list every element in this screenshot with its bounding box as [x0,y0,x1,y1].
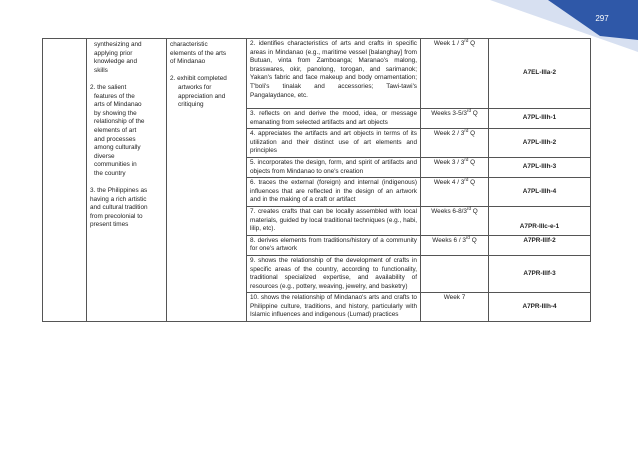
competency-cell: 6. traces the external (foreign) and internal (indigenous) influences that are reflected in the design of an artwork and in the making of a craft or artifact [247,178,421,207]
code-cell: A7PR-IIIf-3 [489,255,591,292]
text-line: features of the [94,92,135,100]
text-line: synthesizing and [94,41,142,48]
content-standard-cell [87,39,167,322]
competency-cell: 7. creates crafts that can be locally assembled with local materials, guided by local traditional techniques (e.g., habi, lilip, etc). [247,206,421,235]
text-line: characteristic [170,41,208,48]
table-row [43,39,591,109]
code-cell: A7EL-IIIa-2 [489,39,591,109]
text-line: artworks for [178,83,212,91]
text-line: skills [94,66,108,74]
code-cell: A7PR-IIIh-4 [489,293,591,322]
text-line: and cultural tradition [90,204,148,212]
text-line: relationship of the [94,118,145,126]
text-line: diverse [94,152,115,160]
blank-column [43,39,87,322]
code-cell: A7PL-IIIh-2 [489,129,591,158]
text-line: 2. the salient [90,83,127,91]
text-line: among culturally [94,144,141,152]
week-cell: Week 1 / 3rd Q [421,39,489,109]
page-number: 297 [595,14,609,23]
text-line: critiquing [178,101,204,109]
text-line: from precolonial to [90,212,143,220]
text-line: 3. the Philippines as [90,187,148,195]
content-standard-part-2 [90,93,163,179]
week-cell: Week 7 [421,293,489,322]
text-line: present times [90,221,129,229]
week-cell: Week 2 / 3rd Q [421,129,489,158]
curriculum-table [42,38,591,322]
week-cell: Week 3 / 3rd Q [421,157,489,177]
week-cell: Weeks 6-8/3rd Q [421,206,489,235]
text-line: elements of art [94,126,137,134]
text-line: elements of the arts [170,49,227,57]
competency-cell: 5. incorporates the design, form, and spirit of artifacts and objects from Mindanao to one's creation [247,157,421,177]
code-cell: A7PR-IIIf-2 [489,235,591,255]
week-cell: Week 4 / 3rd Q [421,178,489,207]
text-line: 2. exhibit completed [170,75,227,83]
code-cell: A7PR-IIIc-e-1 [489,206,591,235]
text-line: communities in [94,161,137,169]
competency-cell: 4. appreciates the artifacts and art objects in terms of its utilization and their distinct use of art elements and principles [247,129,421,158]
text-line: by showing the [94,109,137,117]
code-cell: A7PL-IIIh-4 [489,178,591,207]
week-cell [421,255,489,292]
competency-cell: 2. identifies characteristics of arts and crafts in specific areas in Mindanao (e.g., maritime vessel [balanghay] from Butuan, vinta from Zamboanga; Maranao's malong, brasswares, okir, panolong, torogan, and sarimanok; Yakan's fabric and face makeup and body ornamentation; T'boli's tinalak and accessories; Tawi-tawi's Pangalaydance, etc. [247,39,421,109]
text-line: arts of Mindanao [94,101,142,109]
text-line: knowledge and [94,58,137,66]
code-cell: A7PL-IIIh-1 [489,109,591,129]
competency-cell: 9. shows the relationship of the development of crafts in specific areas of the country, according to functionality, traditional specialized expertise, and availability of resources (e.g., pottery, weaving, jewelry, and basketry) [247,255,421,292]
content-standard-part-1 [90,41,163,75]
competency-cell: 10. shows the relationship of Mindanao's arts and crafts to Philippine culture, traditions, and history, particularly with Islamic influences and indigenous (Lumad) practices [247,293,421,322]
text-line: of Mindanao [170,58,206,66]
competency-cell: 8. derives elements from traditions/history of a community for one's artwork [247,235,421,255]
text-line: applying prior [94,49,133,57]
week-cell: Weeks 6 / 3rd Q [421,235,489,255]
text-line: having a rich artistic [90,195,147,203]
text-line: the country [94,169,126,177]
code-cell: A7PL-IIIh-3 [489,157,591,177]
performance-standard-cell [167,39,247,322]
competency-cell: 3. reflects on and derive the mood, idea, or message emanating from selected artifacts and art objects [247,109,421,129]
week-cell: Weeks 3-5/3rd Q [421,109,489,129]
text-line: appreciation and [178,92,226,100]
text-line: and processes [94,135,136,143]
